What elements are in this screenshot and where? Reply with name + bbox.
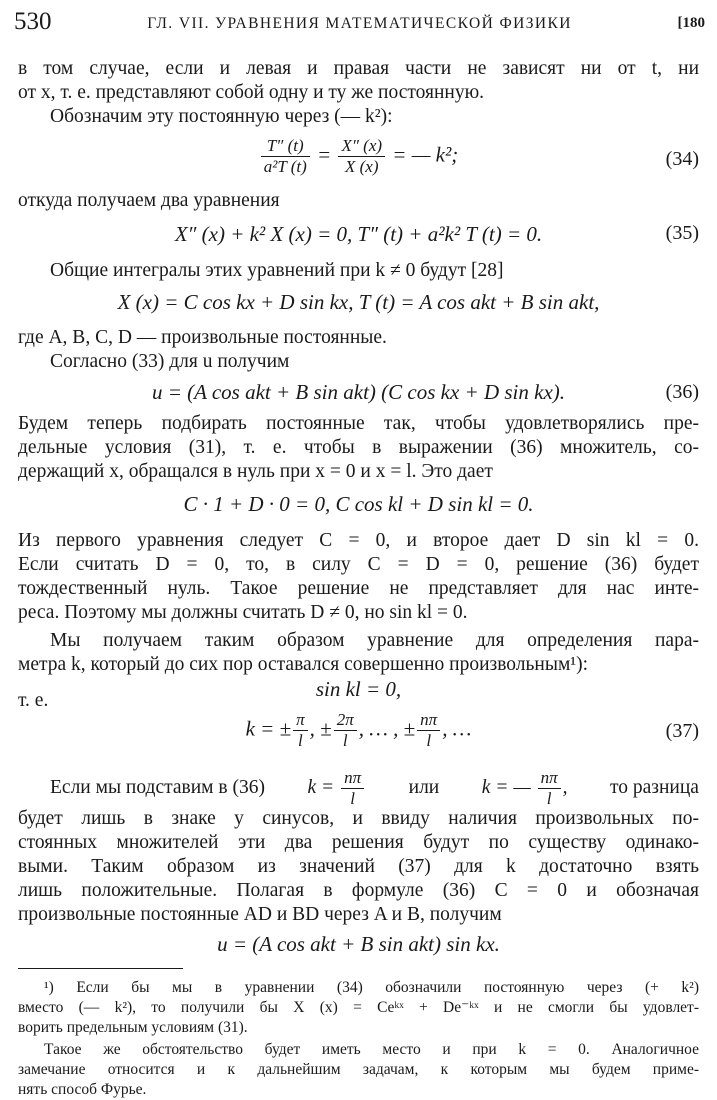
text-line: лишь положительные. Полагая в формуле (36) C = 0 и обозначая xyxy=(18,880,699,901)
footnote-line: замечание относится и к дальнейшим задачам, к которым мы будем приме- xyxy=(18,1061,699,1078)
text-line: где A, B, C, D — произвольные постоянные. xyxy=(18,327,387,348)
text-line: Мы получаем таким образом уравнение для определения пара- xyxy=(50,630,699,651)
equation-number: (37) xyxy=(665,720,699,742)
fraction: $\frac{\pi}{l}$ xyxy=(293,710,308,751)
text-line: тождественный нуль. Такое решение не представляет для нас инте- xyxy=(18,578,699,599)
footnote-line: вместо (— k²), то получили бы X (x) = Ceᵏˣ + De⁻ᵏˣ и не смогли бы удовлет- xyxy=(18,999,699,1016)
text-line: держащий x, обращался в нуль при x = 0 и x = l. Это дает xyxy=(18,461,493,482)
text-line: будет лишь в знаке у синусов, и ввиду наличия произвольных по- xyxy=(18,808,699,829)
text-line-substitution: Если мы подставим в (36) k = $\frac{n\pi}{l}$ или k = — $\frac{n\pi}{l}$ , то разница xyxy=(50,767,699,808)
text-line: Обозначим эту постоянную через (— k²): xyxy=(50,106,393,127)
equation-35: X″ (x) + k² X (x) = 0, T″ (t) + a²k² T (t) = 0. xyxy=(174,222,543,246)
equation-number: (36) xyxy=(665,381,699,403)
running-title: ГЛ. VII. УРАВНЕНИЯ МАТЕМАТИЧЕСКОЙ ФИЗИКИ xyxy=(147,15,572,32)
equation-general-integrals: X (x) = C cos kx + D sin kx, T (t) = A cos akt + B sin akt, xyxy=(117,290,600,314)
fraction: $\frac{n\pi}{l}$ xyxy=(341,768,364,809)
footnote-line: ворить предельным условиям (31). xyxy=(18,1019,248,1036)
equation-36: u = (A cos akt + B sin akt) (C cos kx + D sin kx). xyxy=(151,380,566,404)
page-header xyxy=(14,8,705,38)
equation-boundary: C · 1 + D · 0 = 0, C cos kl + D sin kl = 0. xyxy=(183,492,534,516)
fraction: $\frac{T'' (t)}{\text{a²T (t)}}$ xyxy=(261,136,310,177)
equation-34: $\frac{T'' (t)}{\text{a²T (t)}}$ = $\frac{X'' (x)}{X (x)}$ = — k²; xyxy=(18,136,699,177)
text-line: произвольные постоянные AD и BD через A и B, получим xyxy=(18,904,502,925)
formula-inline: k = — $\frac{n\pi}{l}$ , xyxy=(481,767,568,808)
footnote-rule xyxy=(18,968,183,969)
equation-final: u = (A cos akt + B sin akt) sin kx. xyxy=(217,932,500,956)
equation-number: (35) xyxy=(665,222,699,244)
section-number: [180 xyxy=(677,15,705,31)
text-line: Согласно (33) для u получим xyxy=(50,351,290,372)
fraction: $\frac{n\pi}{l}$ xyxy=(417,710,440,751)
text-line: выми. Таким образом из значений (37) для k достаточно взять xyxy=(18,856,699,877)
equation-number: (34) xyxy=(665,148,699,170)
text-line: Если считать D = 0, то, в силу C = D = 0, решение (36) будет xyxy=(18,554,699,575)
fraction: $\frac{2\pi}{l}$ xyxy=(334,710,357,751)
equation-sin: sin kl = 0, xyxy=(315,677,402,701)
text-line: в том случае, если и левая и правая части не зависят ни от t, ни xyxy=(18,58,699,79)
text-line: дельные условия (31), т. е. чтобы в выражении (36) множитель, со- xyxy=(18,437,699,458)
text-line: метра k, который до сих пор оставался совершенно произвольным¹): xyxy=(18,654,589,675)
text-line: Из первого уравнения следует C = 0, и второе дает D sin kl = 0. xyxy=(18,530,699,551)
text-line: откуда получаем два уравнения xyxy=(18,190,280,211)
text-line: Будем теперь подбирать постоянные так, чтобы удовлетворялись пре- xyxy=(18,413,699,434)
equation-37: k = ± $\frac{\pi}{l}$ , ± $\frac{2\pi}{l}$ , … , ± $\frac{n\pi}{l}$ , … xyxy=(245,710,472,750)
text-line: т. е. xyxy=(18,690,49,711)
footnote-line: Такое же обстоятельство будет иметь место и при k = 0. Аналогичное xyxy=(44,1041,699,1058)
text-line: от x, т. е. представляют собой одну и ту же постоянную. xyxy=(18,82,485,103)
formula-inline: k = $\frac{n\pi}{l}$ xyxy=(308,768,367,809)
text-line: Общие интегралы этих уравнений при k ≠ 0 будут [28] xyxy=(50,260,504,281)
fraction: $\frac{n\pi}{l}$ xyxy=(538,768,561,809)
text-line: реса. Поэтому мы должны считать D ≠ 0, но sin kl = 0. xyxy=(18,602,468,623)
fraction: $\frac{X'' (x)}{X (x)}$ xyxy=(338,136,385,177)
footnote-line: нять способ Фурье. xyxy=(18,1081,147,1098)
text-line: стоянных множителей эти два решения будут по существу одинако- xyxy=(18,832,699,853)
page-number: 530 xyxy=(14,8,52,35)
footnote-line: ¹) Если бы мы в уравнении (34) обозначили постоянную через (+ k²) xyxy=(44,979,699,996)
